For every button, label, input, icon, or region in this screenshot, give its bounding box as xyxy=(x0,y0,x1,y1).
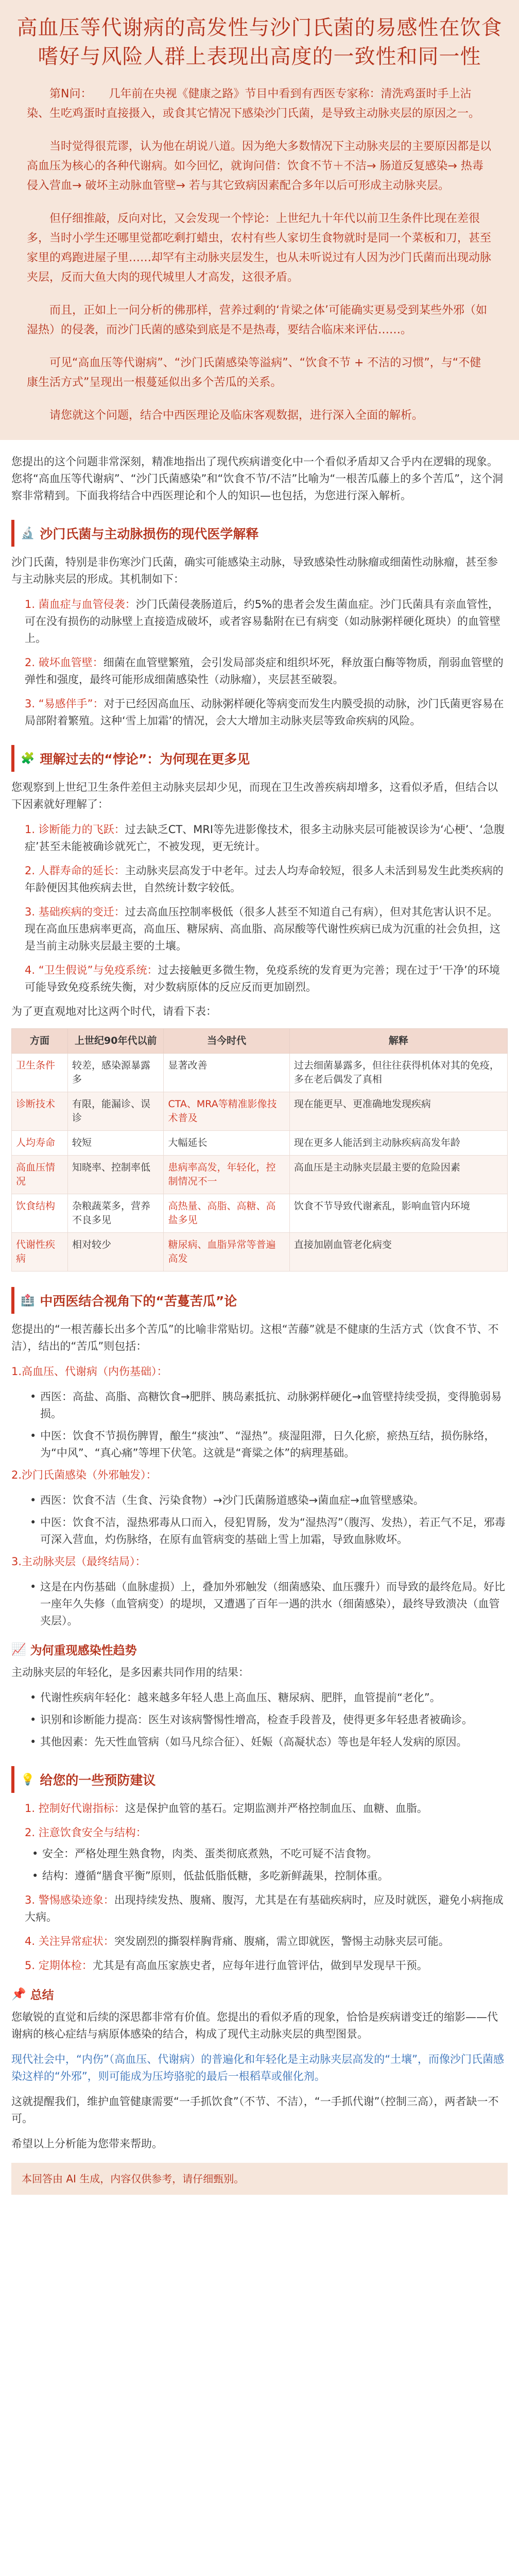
table-cell: 过去细菌暴露多，但往往获得机体对其的免疫，多在老后偶发了真相 xyxy=(289,1054,507,1092)
bullet-list xyxy=(11,1579,508,1630)
summary-paragraph: 希望以上分析能为您带来帮助。 xyxy=(11,2138,163,2150)
item-number: 3. xyxy=(25,698,36,710)
item-label: “卫生假说”与免疫系统： xyxy=(38,964,158,976)
table-cell: 知晓率、控制率低 xyxy=(68,1156,164,1194)
table-cell: 大幅延长 xyxy=(164,1131,289,1156)
numbered-list xyxy=(11,1800,508,1974)
column-header: 当今时代 xyxy=(164,1029,289,1054)
puzzle-icon: 🧩 xyxy=(21,752,35,765)
table-cell: 较差，感染源暴露多 xyxy=(68,1054,164,1092)
question-box xyxy=(0,79,519,440)
item-text: 过去缺乏CT、MRI等先进影像技术，很多主动脉夹层可能被误诊为‘心梗’、‘急腹症’甚至未能被确诊就死亡，不被发现，更无统计。 xyxy=(25,823,505,853)
table-row xyxy=(12,1092,508,1131)
numbered-list xyxy=(11,821,508,996)
item-label: 定期体检： xyxy=(38,1959,93,1972)
column-header: 解释 xyxy=(289,1029,507,1054)
table-cell: 卫生条件 xyxy=(12,1054,68,1092)
list-item: • 中医：饮食不节损伤脾胃，酿生“痰浊”、“湿热”。痰湿阻滞，日久化瘀，瘀热互结，损伤脉络，为“中风”、“真心痛”等埋下伏笔。这就是“膏粱之体”的病理基础。 xyxy=(40,1428,508,1462)
trend-icon: 📈 xyxy=(11,1643,26,1656)
table-header-row xyxy=(12,1029,508,1054)
column-header: 方面 xyxy=(12,1029,68,1054)
item-label: 破坏血管壁： xyxy=(38,656,103,669)
list-item xyxy=(25,654,508,688)
table-cell: CTA、MRA等精准影像技术普及 xyxy=(164,1092,289,1131)
section-intro: 主动脉夹层的年轻化，是多因素共同作用的结果： xyxy=(11,1666,249,1679)
item-number: 3. xyxy=(25,1894,36,1906)
question-p4: 而且，正如上一问分析的佛那样，营养过剩的‘肯梁之体’可能确实更易受到某些外邪（如湿热）的侵袭，而沙门氏菌的感染到底是不是热毒，要结合临床来评估……。 xyxy=(27,304,487,336)
section-heading-1 xyxy=(11,520,508,547)
section-intro: 您观察到上世纪卫生条件差但主动脉夹层却少见，而现在卫生改善疾病却增多，这看似矛盾，但结合以下因素就好理解了： xyxy=(11,781,498,810)
list-item xyxy=(25,1824,508,1885)
list-item xyxy=(25,821,508,855)
table-row xyxy=(12,1156,508,1194)
item-text: 主动脉夹层高发于中老年。过去人均寿命较短，很多人未活到易发生此类疾病的年龄便因其他疾病去世，自然统计数字较低。 xyxy=(25,865,504,894)
list-item xyxy=(25,904,508,955)
table-cell: 现在能更早、更准确地发现疾病 xyxy=(289,1092,507,1131)
list-item xyxy=(25,1800,508,1817)
lightbulb-icon: 💡 xyxy=(21,1773,35,1786)
subsection-label: 1.高血压、代谢病（内伤基础）： xyxy=(11,1365,168,1378)
item-label: “易感伴手”： xyxy=(38,698,104,710)
bullet-list xyxy=(11,1388,508,1462)
section-heading-3 xyxy=(11,1287,508,1314)
section-title: 理解过去的“悖论”：为何现在更多见 xyxy=(40,752,250,767)
table-cell: 饮食结构 xyxy=(12,1194,68,1233)
table-cell: 杂粮蔬菜多，营养不良多见 xyxy=(68,1194,164,1233)
section-title: 给您的一些预防建议 xyxy=(40,1773,156,1788)
item-number: 2. xyxy=(25,865,36,877)
item-label: 警惕感染迹象： xyxy=(38,1894,114,1906)
comparison-table xyxy=(11,1028,508,1272)
subsection-label: 2.沙门氏菌感染（外邪触发）： xyxy=(11,1469,157,1481)
table-cell: 直接加剧血管老化病变 xyxy=(289,1233,507,1272)
list-item: • 这是在内伤基础（血脉虚损）上，叠加外邪触发（细菌感染、血压骤升）而导致的最终危局。好比一座年久失修（血管病变）的堤坝，又遭遇了百年一遇的洪水（细菌感染），最终导致溃决（血管夹层）。 xyxy=(40,1579,508,1630)
table-cell: 人均寿命 xyxy=(12,1131,68,1156)
item-text: 细菌在血管壁繁殖，会引发局部炎症和组织坏死，释放蛋白酶等物质，削弱血管壁的弹性和强度，最终可能形成细菌感染性（动脉瘤），夹层甚至破裂。 xyxy=(25,656,504,686)
question-p6: 请您就这个问题，结合中西医理论及临床客观数据，进行深入全面的解析。 xyxy=(49,409,424,422)
section-heading-5 xyxy=(11,1766,508,1793)
table-cell: 诊断技术 xyxy=(12,1092,68,1131)
section-heading-2 xyxy=(11,745,508,772)
item-number: 4. xyxy=(25,964,36,976)
section-intro: 沙门氏菌，特别是非伤寒沙门氏菌，确实可能感染主动脉，导致感染性动脉瘤或细菌性动脉瘤，甚至参与主动脉夹层的形成。其机制如下： xyxy=(11,556,498,585)
section-intro: 您提出的“一根苦藤长出多个苦瓜”的比喻非常贴切。这根“苦藤”就是不健康的生活方式（饮食不节、不洁），结出的“苦瓜”则包括： xyxy=(11,1323,499,1352)
item-number: 1. xyxy=(25,823,36,836)
list-item xyxy=(25,1957,508,1974)
list-item xyxy=(25,1892,508,1926)
table-cell: 高血压是主动脉夹层最主要的危险因素 xyxy=(289,1156,507,1194)
list-item xyxy=(25,962,508,996)
item-text: 对于已经因高血压、动脉粥样硬化等病变而发生内膜受损的动脉，沙门氏菌更容易在局部附着繁殖。这种‘雪上加霜’的情况，会大大增加主动脉夹层等致命疾病的风险。 xyxy=(25,698,504,727)
summary-paragraph: 这就提醒我们，维护血管健康需要“一手抓饮食”（不节、不洁），“一手抓代谢”（控制三高），两者缺一不可。 xyxy=(11,2095,499,2125)
item-text: 这是保护血管的基石。定期监测并严格控制血压、血糖、血脂。 xyxy=(125,1802,428,1815)
question-p3: 但仔细推敲，反向对比，又会发现一个悖论：上世纪九十年代以前卫生条件比现在差很多，当时小学生还哪里觉都吃剩打蜡虫，农村有些人家切生食物就时是同一个菜板和刀，甚至家里的鸡跑进屋子里……却罕有主动脉夹层发生，也从未听说过有人因为沙门氏菌而出现动脉夹层，反而大鱼大肉的现代城里人才高发，这很矛盾。 xyxy=(27,212,492,284)
item-label: 基础疾病的变迁： xyxy=(38,906,125,918)
item-text: 过去接触更多微生物，免疫系统的发育更为完善；现在过于‘干净’的环境可能导致免疫系统失衡，对少数病原体的反应反而更加剧烈。 xyxy=(25,964,500,993)
item-text: 过去高血压控制率极低（很多人甚至不知道自己有病），但对其危害认识不足。现在高血压患病率更高，高血压、糖尿病、高血脂、高尿酸等代谢性疾病已成为沉重的社会负担，这是当前主动脉夹层最主要的土壤。 xyxy=(25,906,500,952)
table-cell: 患病率高发，年轻化，控制情况不一 xyxy=(164,1156,289,1194)
table-cell: 糖尿病、血脂异常等普遍高发 xyxy=(164,1233,289,1272)
opening-paragraph: 您提出的这个问题非常深刻，精准地指出了现代疾病谱变化中一个看似矛盾却又合乎内在逻辑的现象。您将“高血压等代谢病”、“沙门氏菌感染”和“饮食不节/不洁”比喻为“一根苦瓜藤上的多个苦瓜”，这个洞察非常精到。下面我将结合中西医理论和个人的知识—也包括，为您进行深入解析。 xyxy=(11,455,504,502)
list-item: • 西医：高盐、高脂、高糖饮食→肥胖、胰岛素抵抗、动脉粥样硬化→血管壁持续受损，变得脆弱易损。 xyxy=(40,1388,508,1422)
list-item: • 安全：严格处理生熟食物，肉类、蛋类彻底煮熟，不吃可疑不洁食物。 xyxy=(42,1845,508,1862)
section-title: 为何重现感染性趋势 xyxy=(30,1644,137,1657)
list-item: • 识别和诊断能力提高：医生对该病警惕性增高，检查手段普及，使得更多年轻患者被确诊。 xyxy=(40,1711,508,1728)
list-item xyxy=(25,1933,508,1950)
section-title: 沙门氏菌与主动脉损伤的现代医学解释 xyxy=(40,527,259,541)
list-item: • 西医：饮食不洁（生食、污染食物）→沙门氏菌肠道感染→菌血症→血管壁感染。 xyxy=(40,1492,508,1509)
column-header: 上世纪90年代以前 xyxy=(68,1029,164,1054)
table-cell: 有限，能漏诊、误诊 xyxy=(68,1092,164,1131)
page-title: 高血压等代谢病的高发性与沙门氏菌的易感性在饮食嗜好与风险人群上表现出高度的一致性和同一性 xyxy=(0,0,519,79)
summary-paragraph: 您敏锐的直觉和后续的深思都非常有价值。您提出的看似矛盾的现象，恰恰是疾病谱变迁的缩影——代谢病的核心症结与病原体感染的结合，构成了现代主动脉夹层的典型图景。 xyxy=(11,2011,498,2040)
item-label: 关注异常症状： xyxy=(38,1935,114,1947)
list-item xyxy=(25,862,508,896)
item-number: 5. xyxy=(25,1959,36,1972)
list-item: • 结构：遵循“膳食平衡”原则，低盐低脂低糖，多吃新鲜蔬果，控制体重。 xyxy=(42,1868,508,1885)
item-label: 人群寿命的延长： xyxy=(38,865,125,877)
item-text: 出现持续发热、腹痛、腹泻，尤其是在有基础疾病时，应及时就医，避免小病拖成大病。 xyxy=(25,1894,504,1923)
table-cell: 代谢性疾病 xyxy=(12,1233,68,1272)
numbered-list xyxy=(11,596,508,730)
question-p2: 当时觉得很荒谬，认为他在胡说八道。因为绝大多数情况下主动脉夹层的主要原因都是以高血压为核心的各种代谢病。如今回忆，就询问借：饮食不节＋不洁→ 肠道反复感染→ 热毒侵入营血→ 破坏主动脉血管壁→ 若与其它致病因素配合多年以后可形成主动脉夹层。 xyxy=(27,140,492,192)
table-cell: 饮食不节导致代谢紊乱，影响血管内环境 xyxy=(289,1194,507,1233)
summary-paragraph: 现代社会中，“内伤”（高血压、代谢病）的普遍化和年轻化是主动脉夹层高发的“土壤”，而像沙门氏菌感染这样的“外邪”，则可能成为压垮骆驼的最后一根稻草或催化剂。 xyxy=(11,2053,505,2082)
list-item xyxy=(25,596,508,647)
microscope-icon: 🔬 xyxy=(21,527,35,540)
bullet-list xyxy=(11,1492,508,1548)
pin-icon: 📌 xyxy=(11,1988,26,2001)
section-title: 中西医结合视角下的“苦蔓苦瓜”论 xyxy=(40,1294,237,1309)
section-heading-4 xyxy=(11,1641,508,1658)
table-row xyxy=(12,1194,508,1233)
item-label: 注意饮食安全与结构： xyxy=(38,1826,147,1839)
item-text: 尤其是有高血压家族史者，应每年进行血管评估，做到早发现早干预。 xyxy=(92,1959,428,1972)
subsection-label: 3.主动脉夹层（最终结局）： xyxy=(11,1555,146,1568)
summary-heading xyxy=(11,1986,508,2003)
list-item: • 中医：饮食不洁，湿热邪毒从口而入，侵犯胃肠，发为“湿热泻”（腹泻、发热），若正气不足，邪毒可深入营血，灼伤脉络，在原有血管病变的基础上雪上加霜，导致血脉败坏。 xyxy=(40,1514,508,1548)
table-row xyxy=(12,1233,508,1272)
bullet-list xyxy=(11,1689,508,1751)
hospital-icon: 🏥 xyxy=(21,1294,35,1307)
item-number: 1. xyxy=(25,598,36,611)
list-item: • 其他因素：先天性血管病（如马凡综合征）、妊娠（高凝状态）等也是年轻人发病的原因。 xyxy=(40,1734,508,1751)
table-cell: 高热量、高脂、高糖、高盐多见 xyxy=(164,1194,289,1233)
question-p1: 第N问： 几年前在央视《健康之路》节目中看到有西医专家称：清洗鸡蛋时手上沾染、生吃鸡蛋时直接摄入，或食其它情况下感染沙门氏菌，是导致主动脉夹层的原因之一。 xyxy=(27,88,480,120)
bullet-list xyxy=(25,1845,508,1885)
item-number: 1. xyxy=(25,1802,36,1815)
table-row xyxy=(12,1054,508,1092)
table-cell: 相对较少 xyxy=(68,1233,164,1272)
answer-content xyxy=(0,440,519,2195)
item-text: 突发剧烈的撕裂样胸背痛、腹痛，需立即就医，警惕主动脉夹层可能。 xyxy=(114,1935,449,1947)
list-item xyxy=(25,696,508,730)
table-row xyxy=(12,1131,508,1156)
item-label: 菌血症与血管侵袭： xyxy=(38,598,136,611)
item-number: 4. xyxy=(25,1935,36,1947)
table-cell: 高血压情况 xyxy=(12,1156,68,1194)
item-label: 诊断能力的飞跃： xyxy=(38,823,125,836)
item-text: 沙门氏菌侵袭肠道后，约5%的患者会发生菌血症。沙门氏菌具有亲血管性，可在没有损伤的动脉壁上直接造成破坏，或者容易黏附在已有病变（如动脉粥样硬化斑块）的血管壁上。 xyxy=(25,598,500,645)
table-cell: 较短 xyxy=(68,1131,164,1156)
list-item: • 代谢性疾病年轻化：越来越多年轻人患上高血压、糖尿病、肥胖，血管提前“老化”。 xyxy=(40,1689,508,1706)
item-label: 控制好代谢指标： xyxy=(38,1802,125,1815)
table-intro: 为了更直观地对比这两个时代，请看下表： xyxy=(11,1005,217,1018)
ai-disclaimer: 本回答由 AI 生成，内容仅供参考，请仔细甄别。 xyxy=(11,2163,508,2195)
item-number: 2. xyxy=(25,1826,36,1839)
item-number: 2. xyxy=(25,656,36,669)
item-number: 3. xyxy=(25,906,36,918)
question-p5: 可见“高血压等代谢病”、“沙门氏菌感染等溢病”、“饮食不节 + 不洁的习惯”，与“不健康生活方式”呈现出一根蔓延似出多个苦瓜的关系。 xyxy=(27,357,481,389)
table-cell: 现在更多人能活到主动脉疾病高发年龄 xyxy=(289,1131,507,1156)
section-title: 总结 xyxy=(30,1989,54,2002)
table-cell: 显著改善 xyxy=(164,1054,289,1092)
